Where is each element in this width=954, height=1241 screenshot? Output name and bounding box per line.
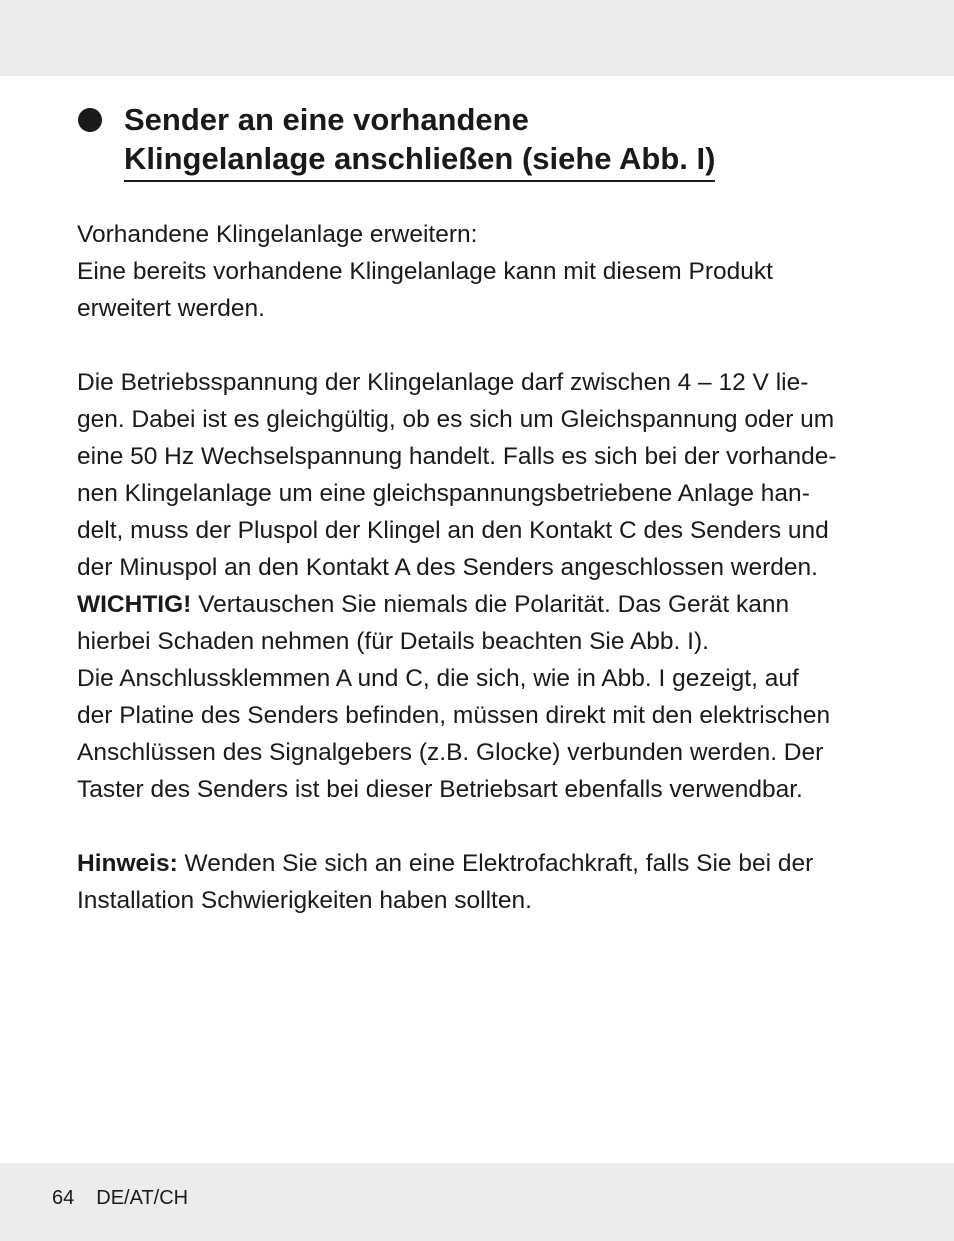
page-footer bbox=[52, 1183, 188, 1213]
paragraph-line: Vorhandene Klingelanlage erweitern: bbox=[77, 221, 478, 248]
paragraph-line: delt, muss der Pluspol der Klingel an den Kontakt C des Senders und bbox=[77, 517, 829, 544]
paragraph-line: eine 50 Hz Wechselspannung handelt. Falls es sich bei der vorhande- bbox=[77, 443, 837, 470]
paragraph-line: Installation Schwierigkeiten haben sollten. bbox=[77, 887, 532, 914]
paragraph-line: Die Betriebsspannung der Klingelanlage darf zwischen 4 – 12 V lie- bbox=[77, 369, 809, 396]
paragraph-line: hierbei Schaden nehmen (für Details beachten Sie Abb. I). bbox=[77, 628, 709, 655]
page-number: 64 bbox=[52, 1187, 75, 1209]
paragraph-line: Anschlüssen des Signalgebers (z.B. Glocke) verbunden werden. Der bbox=[77, 739, 824, 766]
heading-line-1: Sender an eine vorhandene bbox=[124, 102, 529, 137]
paragraph-line: Eine bereits vorhandene Klingelanlage kann mit diesem Produkt bbox=[77, 258, 773, 285]
paragraph-line: der Platine des Senders befinden, müssen direkt mit den elektrischen bbox=[77, 702, 831, 729]
paragraph-line: gen. Dabei ist es gleichgültig, ob es sich um Gleichspannung oder um bbox=[77, 406, 835, 433]
paragraph-line: nen Klingelanlage um eine gleichspannungsbetriebene Anlage han- bbox=[77, 480, 810, 507]
note-text: Wenden Sie sich an eine Elektrofachkraft, falls Sie bei der bbox=[177, 850, 814, 877]
heading-line-2: Klingelanlage anschließen (siehe Abb. I) bbox=[124, 139, 715, 182]
section-heading bbox=[124, 100, 924, 182]
important-notice bbox=[77, 586, 897, 623]
header-band bbox=[0, 0, 954, 76]
body-text bbox=[77, 216, 897, 919]
paragraph-line: Taster des Senders ist bei dieser Betriebsart ebenfalls verwendbar. bbox=[77, 776, 803, 803]
important-text: Vertauschen Sie niemals die Polarität. Das Gerät kann bbox=[191, 591, 790, 618]
bullet-icon bbox=[78, 108, 102, 132]
important-label: WICHTIG! bbox=[77, 591, 192, 618]
paragraph-line: der Minuspol an den Kontakt A des Senders angeschlossen werden. bbox=[77, 554, 818, 581]
note-label: Hinweis: bbox=[77, 850, 178, 877]
paragraph-line: Die Anschlussklemmen A und C, die sich, wie in Abb. I gezeigt, auf bbox=[77, 665, 799, 692]
paragraph-line: erweitert werden. bbox=[77, 295, 265, 322]
note bbox=[77, 845, 897, 882]
locale-label: DE/AT/CH bbox=[96, 1187, 189, 1209]
